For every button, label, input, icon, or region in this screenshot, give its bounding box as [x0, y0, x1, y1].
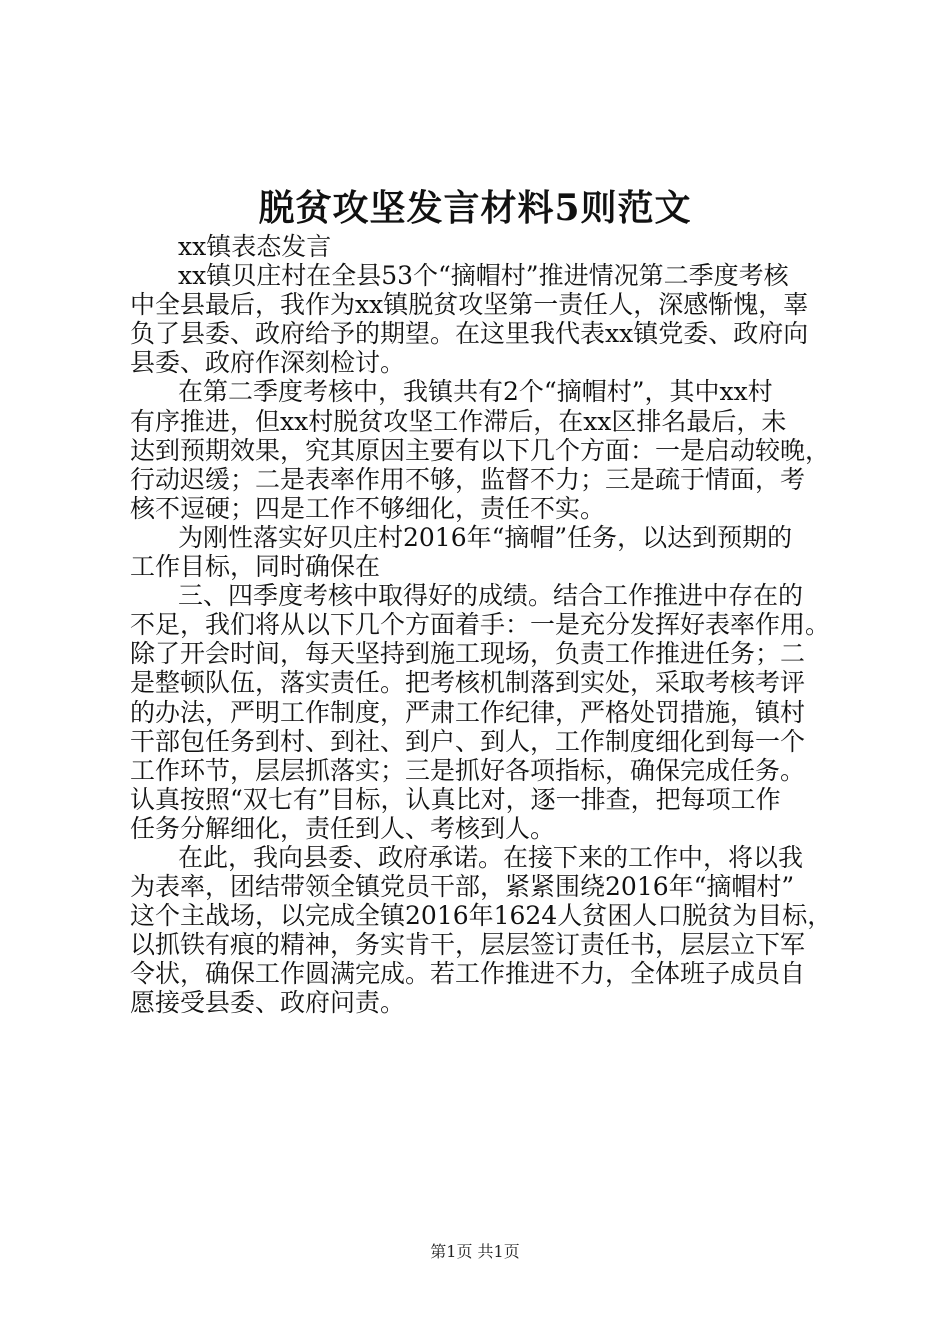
paragraph-line: 在此，我向县委、政府承诺。在接下来的工作中，将以我 — [178, 842, 804, 872]
paragraph-line: 核不逗硬；四是工作不够细化，责任不实。 — [130, 493, 606, 523]
paragraph-line: 三、四季度考核中取得好的成绩。结合工作推进中存在的 — [178, 581, 804, 611]
paragraph-line: 中全县最后，我作为xx镇脱贫攻坚第一责任人，深感惭愧，辜 — [130, 290, 809, 320]
paragraph-line: 是整顿队伍，落实责任。把考核机制落到实处，采取考核考评 — [130, 668, 806, 698]
paragraph-line: 工作环节，层层抓落实；三是抓好各项指标，确保完成任务。 — [130, 755, 806, 785]
paragraph-line: 负了县委、政府给予的期望。在这里我代表xx镇党委、政府向 — [130, 319, 809, 349]
paragraph-line: 以抓铁有痕的精神，务实肯干，层层签订责任书，层层立下军 — [130, 930, 806, 960]
paragraph-line: 愿接受县委、政府问责。 — [130, 988, 406, 1018]
paragraph-line: 达到预期效果，究其原因主要有以下几个方面：一是启动较晚， — [130, 435, 831, 465]
paragraph-line: 为表率，团结带领全镇党员干部，紧紧围绕2016年“摘帽村” — [130, 872, 795, 902]
page-title: 脱贫攻坚发言材料5则范文 — [258, 187, 692, 229]
subheading: xx镇表态发言 — [178, 232, 332, 261]
paragraph-line: 行动迟缓；二是表率作用不够，监督不力；三是疏于情面，考 — [130, 464, 806, 494]
paragraph-line: 认真按照“双七有”目标，认真比对，逐一排查，把每项工作 — [130, 784, 781, 814]
paragraph-line: 令状，确保工作圆满完成。若工作推进不力，全体班子成员自 — [130, 959, 806, 989]
paragraph-line: 除了开会时间，每天坚持到施工现场，负责工作推进任务；二 — [130, 639, 806, 669]
paragraph-line: 不足，我们将从以下几个方面着手：一是充分发挥好表率作用。 — [130, 610, 831, 640]
paragraph-line: 这个主战场，以完成全镇2016年1624人贫困人口脱贫为目标， — [130, 901, 833, 931]
document-body — [130, 232, 840, 1018]
paragraph-line: 县委、政府作深刻检讨。 — [130, 348, 406, 378]
paragraph-line: 的办法，严明工作制度，严肃工作纪律，严格处罚措施，镇村 — [130, 697, 806, 727]
paragraph-line: 有序推进，但xx村脱贫攻坚工作滞后，在xx区排名最后，未 — [130, 406, 787, 436]
paragraph-line: xx镇贝庄村在全县53个“摘帽村”推进情况第二季度考核 — [178, 261, 789, 291]
paragraph-line: 为刚性落实好贝庄村2016年“摘帽”任务，以达到预期的 — [178, 522, 793, 552]
paragraph-line: 干部包任务到村、到社、到户、到人，工作制度细化到每一个 — [130, 726, 806, 756]
paragraph-line: 任务分解细化，责任到人、考核到人。 — [130, 813, 556, 843]
paragraph-line: 工作目标，同时确保在 — [130, 552, 381, 582]
page-footer: 第1页 共1页 — [430, 1242, 520, 1261]
paragraph-line: 在第二季度考核中，我镇共有2个“摘帽村”，其中xx村 — [178, 377, 773, 407]
